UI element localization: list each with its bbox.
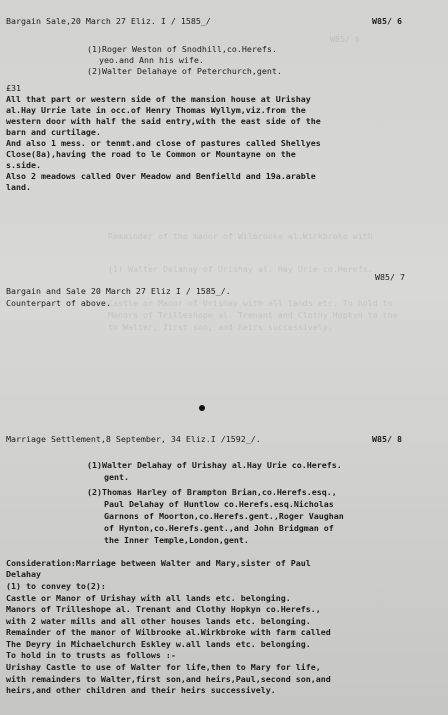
party-line: gent. bbox=[104, 472, 129, 482]
body-line: Manors of Trilleshope al. Trenant and Clothy Hopkyn co.Herefs., bbox=[6, 604, 321, 614]
body-line: Castle or Manor of Urishay with all lands etc. belonging. bbox=[6, 593, 291, 603]
body-line: with remainders to Walter,first son,and heirs,Paul,second son,and bbox=[6, 674, 331, 684]
body-line: heirs,and other children and their heirs successively. bbox=[6, 685, 276, 695]
body-line: (1) to convey to(2): bbox=[6, 581, 106, 591]
party-line: (1)Roger Weston of Snodhill,co.Herefs. bbox=[87, 44, 277, 54]
party-line: yeo.and Ann his wife. bbox=[99, 55, 204, 65]
body-line: Delahay bbox=[6, 569, 41, 579]
body-line: barn and curtilage. bbox=[6, 127, 101, 137]
party-line: of Hynton,co.Herefs.gent.,and John Bridgman of bbox=[104, 523, 334, 533]
consideration-amount: £31 bbox=[6, 83, 21, 93]
party-line: (1)Walter Delahay of Urishay al.Hay Urie co.Herefs. bbox=[87, 460, 342, 470]
body-line: The Deyry in Michaelchurch Eskley w.all lands etc. belonging. bbox=[6, 639, 311, 649]
body-line: Counterpart of above. bbox=[6, 298, 111, 308]
body-line: western door with half the said entry,with the east side of the bbox=[6, 116, 321, 126]
body-line: Urishay Castle to use of Walter for life,then to Mary for life, bbox=[6, 662, 321, 672]
bleed-through-text: Manors of Trilleshope al. Trenant and Clothy Hopkyn to the bbox=[108, 310, 398, 320]
bleed-through-text: Castle or Manor of Urishay with all lands etc. To hold to bbox=[108, 298, 393, 308]
reference-number: W85/ 7 bbox=[375, 272, 405, 282]
entry-title: Marriage Settlement,8 September, 34 Eliz.I /1592_/. bbox=[6, 434, 261, 444]
party-line: (2)Walter Delahaye of Peterchurch,gent. bbox=[87, 66, 282, 76]
reference-number: W85/ 6 bbox=[372, 16, 402, 26]
bleed-through-text: W85/ 6 bbox=[330, 34, 360, 44]
bleed-through-text: Remainder of the manor of Wilbrooke al.Wirkbroke with bbox=[108, 231, 373, 241]
body-line: And also 1 mess. or tenmt.and close of pastures called Shellyes bbox=[6, 138, 321, 148]
bleed-through-text: (1) Walter Delahay of Urishay al. Hay Urie co.Herefs. bbox=[108, 264, 373, 274]
party-line: the Inner Temple,London,gent. bbox=[104, 535, 249, 545]
entry-title: Bargain and Sale 20 March 27 Eliz I / 1585_/. bbox=[6, 286, 231, 296]
party-line: Garnons of Moorton,co.Herefs.gent.,Roger Vaughan bbox=[104, 511, 344, 521]
body-line: with 2 water mills and all other houses lands etc. belonging. bbox=[6, 616, 311, 626]
reference-number: W85/ 8 bbox=[372, 434, 402, 444]
body-line: land. bbox=[6, 182, 31, 192]
body-line: Consideration:Marriage between Walter and Mary,sister of Paul bbox=[6, 558, 311, 568]
body-line: All that part or western side of the mansion house at Urishay bbox=[6, 94, 311, 104]
body-line: Remainder of the manor of Wilbrooke al.Wirkbroke with farm called bbox=[6, 627, 331, 637]
party-line: (2)Thomas Harley of Brampton Brian,co.Herefs.esq., bbox=[87, 487, 337, 497]
body-line: Close(8a),having the road to le Common or Mountayne on the bbox=[6, 149, 296, 159]
body-line: s.side. bbox=[6, 160, 41, 170]
body-line: Also 2 meadows called Over Meadow and Benfielld and 19a.arable bbox=[6, 171, 316, 181]
entry-title: Bargain Sale,20 March 27 Eliz. I / 1585_/ bbox=[6, 16, 211, 26]
bleed-through-text: to Walter, first son, and heirs successively. bbox=[108, 322, 333, 332]
body-line: To hold in to trusts as follows :- bbox=[6, 650, 176, 660]
party-line: Paul Delahay of Huntlow co.Herefs.esq.Nicholas bbox=[104, 499, 334, 509]
body-line: al.Hay Urrie late in occ.of Henry Thomas Wyllym,viz.from the bbox=[6, 105, 306, 115]
ink-dot bbox=[199, 405, 205, 411]
